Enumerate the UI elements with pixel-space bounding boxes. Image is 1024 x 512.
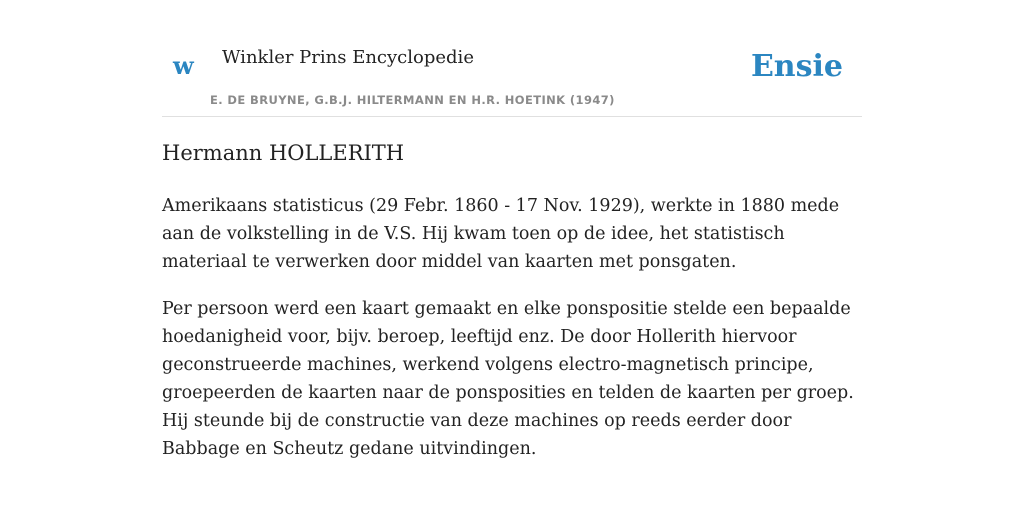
article-paragraph: Amerikaans statisticus (29 Febr. 1860 - 17 Nov. 1929), werkte in 1880 mede aan de volkstelling in de V.S. Hij kwam toen op de idee, het statistisch materiaal te verwerken door middel van kaarten met ponsgaten. — [162, 196, 840, 272]
ensie-brand-logo[interactable]: Ensie — [750, 49, 843, 84]
article-body — [162, 192, 862, 482]
publication-authors: E. DE BRUYNE, G.B.J. HILTERMANN EN H.R. HOETINK (1947) — [210, 93, 615, 107]
publication-title[interactable]: Winkler Prins Encyclopedie — [222, 47, 474, 68]
header — [162, 0, 862, 117]
article-paragraph: Per persoon werd een kaart gemaakt en elke ponspositie stelde een bepaalde hoedanigheid voor, bijv. beroep, leeftijd enz. De door Hollerith hiervoor geconstrueerde machines, werkend volgens electro-magnetisch principe, groepeerden de kaarten naar de ponsposities en telden de kaarten per groep. Hij steunde bij de constructie van deze machines op reeds eerder door Babbage en Scheutz gedane uitvindingen. — [162, 299, 854, 459]
winkler-prins-logo[interactable]: w — [173, 51, 194, 80]
article-page — [162, 0, 862, 459]
article-title: Hermann HOLLERITH — [162, 141, 405, 165]
